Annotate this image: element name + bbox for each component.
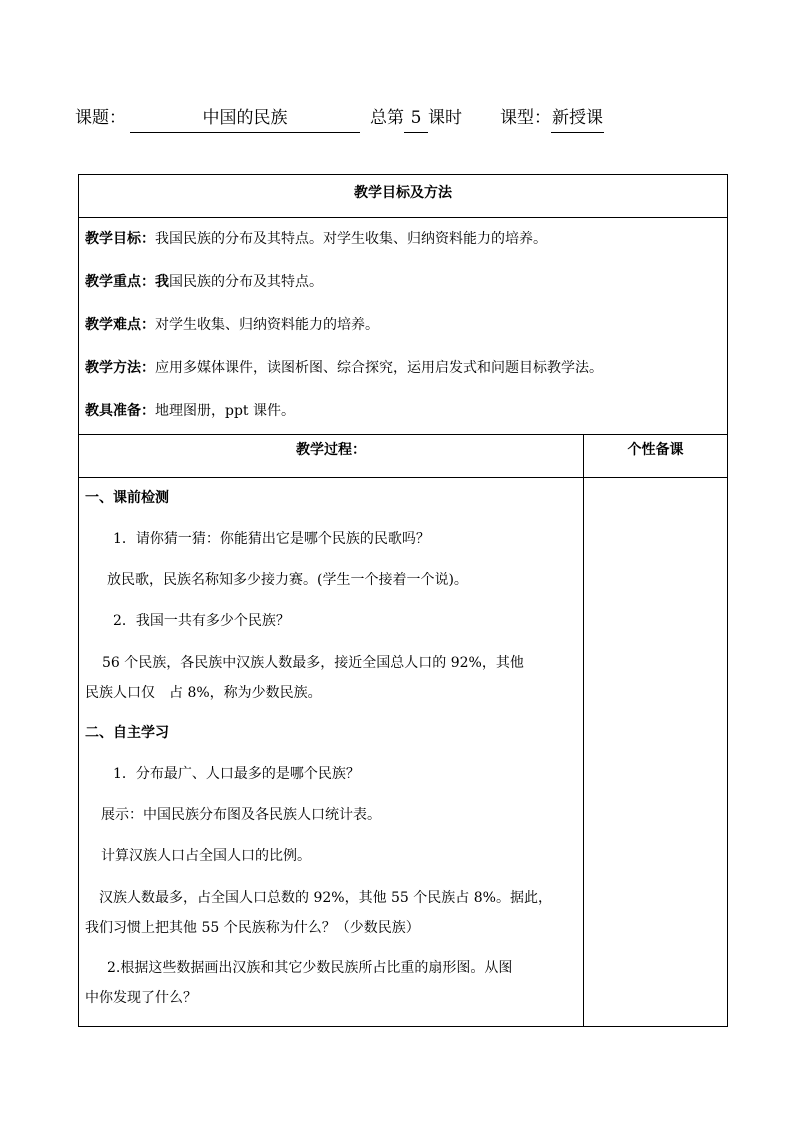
total-suffix: 课时 [428, 108, 462, 128]
total-prefix: 总第 [370, 108, 404, 128]
lesson-label: 课题： [75, 108, 126, 128]
notes-column-header: 个性备课 [584, 435, 728, 478]
lesson-header [75, 104, 604, 132]
type-label: 课型： [500, 108, 551, 128]
objective-difficulty: 教学难点：对学生收集、归纳资料能力的培养。 [85, 317, 379, 333]
objectives-section-title: 教学目标及方法 [79, 175, 728, 218]
objectives-block [79, 218, 728, 435]
section-self-study-title: 二、自主学习 [85, 725, 169, 741]
lesson-type: 新授课 [551, 104, 604, 133]
section-pre-check-title: 一、课前检测 [85, 490, 169, 506]
question-3-answer: 汉族人数最多，占全国人口总数的 92%，其他 55 个民族占 8%。据此， 我们习惯上把其他 55 个民族称为什么？（少数民族） [85, 890, 552, 936]
question-2-answer: 56 个民族，各民族中汉族人数最多，接近全国总人口的 92%，其他 民族人口仅 占 8%，称为少数民族。 [85, 655, 524, 701]
question-1: 1．请你猜一猜：你能猜出它是哪个民族的民歌吗？ [113, 531, 430, 547]
process-column-header: 教学过程： [79, 435, 584, 478]
total-lesson-number: 5 [404, 104, 428, 133]
objective-key-point: 教学重点：我国民族的分布及其特点。 [85, 274, 323, 290]
question-2: 2．我国一共有多少个民族？ [113, 613, 290, 629]
question-1-answer: 放民歌，民族名称知多少接力赛。(学生一个接着一个说)。 [107, 572, 468, 588]
personal-notes-area [584, 478, 728, 1027]
question-3-show: 展示：中国民族分布图及各民族人口统计表。 [101, 807, 381, 823]
objective-method: 教学方法：应用多媒体课件，读图析图、综合探究，运用启发式和问题目标教学法。 [85, 360, 603, 376]
lesson-plan-table [78, 174, 728, 1027]
objective-materials: 教具准备：地理图册，ppt 课件。 [85, 403, 295, 419]
objective-goal: 教学目标：我国民族的分布及其特点。对学生收集、归纳资料能力的培养。 [85, 231, 547, 247]
process-content [79, 478, 584, 1027]
question-3: 1．分布最广、人口最多的是哪个民族？ [113, 766, 360, 782]
lesson-title: 中国的民族 [130, 104, 360, 133]
question-4: 2.根据这些数据画出汉族和其它少数民族所占比重的扇形图。从图 中你发现了什么？ [85, 960, 513, 1006]
question-3-calc: 计算汉族人口占全国人口的比例。 [101, 848, 311, 864]
